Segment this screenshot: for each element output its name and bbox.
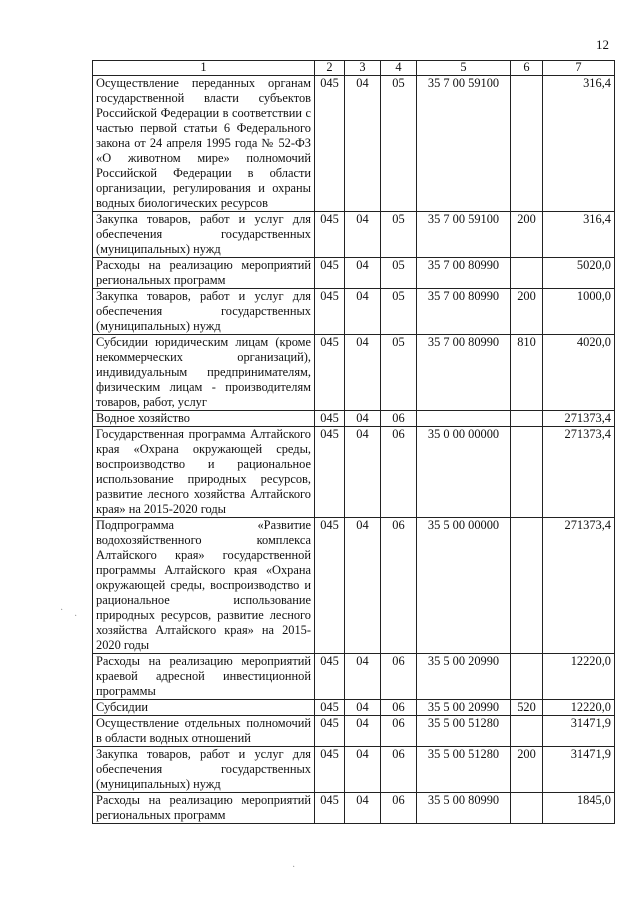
- subsection-code: 06: [381, 793, 417, 824]
- target-article-code: 35 5 00 20990: [417, 700, 511, 716]
- table-row: [93, 716, 615, 747]
- subsection-code: 06: [381, 716, 417, 747]
- table-row: [93, 793, 615, 824]
- ministry-code: 045: [315, 289, 345, 335]
- column-header: 1: [93, 61, 315, 76]
- ministry-code: 045: [315, 411, 345, 427]
- expense-type-code: [511, 654, 543, 700]
- expense-type-code: 200: [511, 747, 543, 793]
- subsection-code: 06: [381, 518, 417, 654]
- column-header: 2: [315, 61, 345, 76]
- amount: 316,4: [543, 212, 615, 258]
- expense-type-code: 200: [511, 212, 543, 258]
- section-code: 04: [345, 747, 381, 793]
- column-header: 3: [345, 61, 381, 76]
- table-row: [93, 212, 615, 258]
- row-name: Осуществление отдельных полномочий в области водных отношений: [93, 716, 315, 747]
- ministry-code: 045: [315, 76, 345, 212]
- table-body: [93, 76, 615, 824]
- subsection-code: 06: [381, 654, 417, 700]
- ministry-code: 045: [315, 518, 345, 654]
- subsection-code: 05: [381, 289, 417, 335]
- section-code: 04: [345, 258, 381, 289]
- amount: 1845,0: [543, 793, 615, 824]
- column-header: 5: [417, 61, 511, 76]
- ministry-code: 045: [315, 212, 345, 258]
- subsection-code: 05: [381, 258, 417, 289]
- section-code: 04: [345, 518, 381, 654]
- amount: 4020,0: [543, 335, 615, 411]
- column-header: 7: [543, 61, 615, 76]
- row-name: Расходы на реализацию мероприятий региональных программ: [93, 258, 315, 289]
- expense-type-code: 200: [511, 289, 543, 335]
- section-code: 04: [345, 716, 381, 747]
- table-row: [93, 654, 615, 700]
- subsection-code: 05: [381, 76, 417, 212]
- expense-type-code: [511, 716, 543, 747]
- ministry-code: 045: [315, 700, 345, 716]
- amount: 271373,4: [543, 427, 615, 518]
- subsection-code: 06: [381, 427, 417, 518]
- table-row: [93, 335, 615, 411]
- amount: 316,4: [543, 76, 615, 212]
- scan-speck: ·: [292, 862, 296, 873]
- expense-type-code: [511, 518, 543, 654]
- scan-speck: ·: [60, 605, 64, 616]
- section-code: 04: [345, 700, 381, 716]
- target-article-code: 35 7 00 80990: [417, 258, 511, 289]
- ministry-code: 045: [315, 716, 345, 747]
- ministry-code: 045: [315, 258, 345, 289]
- table-row: [93, 258, 615, 289]
- row-name: Расходы на реализацию мероприятий региональных программ: [93, 793, 315, 824]
- row-name: Подпрограмма «Развитие водохозяйственного комплекса Алтайского края» государственной программы Алтайского края «Охрана окружающей среды, воспроизводство и рациональное использование природных ресурсов, развитие лесного хозяйства Алтайского края» на 2015-2020 годы: [93, 518, 315, 654]
- ministry-code: 045: [315, 427, 345, 518]
- target-article-code: 35 5 00 51280: [417, 747, 511, 793]
- table-row: [93, 76, 615, 212]
- section-code: 04: [345, 793, 381, 824]
- table-row: [93, 411, 615, 427]
- ministry-code: 045: [315, 335, 345, 411]
- table-row: [93, 747, 615, 793]
- amount: 12220,0: [543, 700, 615, 716]
- target-article-code: 35 5 00 80990: [417, 793, 511, 824]
- section-code: 04: [345, 289, 381, 335]
- amount: 5020,0: [543, 258, 615, 289]
- row-name: Расходы на реализацию мероприятий краевой адресной инвестиционной программы: [93, 654, 315, 700]
- amount: 12220,0: [543, 654, 615, 700]
- expense-type-code: [511, 793, 543, 824]
- expense-type-code: [511, 411, 543, 427]
- amount: 271373,4: [543, 411, 615, 427]
- section-code: 04: [345, 212, 381, 258]
- subsection-code: 06: [381, 700, 417, 716]
- expense-type-code: [511, 427, 543, 518]
- subsection-code: 06: [381, 411, 417, 427]
- expense-type-code: 520: [511, 700, 543, 716]
- page-number: 12: [596, 37, 609, 52]
- table-row: [93, 700, 615, 716]
- subsection-code: 05: [381, 212, 417, 258]
- target-article-code: 35 7 00 80990: [417, 289, 511, 335]
- expense-type-code: [511, 258, 543, 289]
- target-article-code: 35 7 00 80990: [417, 335, 511, 411]
- row-name: Закупка товаров, работ и услуг для обеспечения государственных (муниципальных) нужд: [93, 212, 315, 258]
- target-article-code: [417, 411, 511, 427]
- amount: 1000,0: [543, 289, 615, 335]
- target-article-code: 35 5 00 51280: [417, 716, 511, 747]
- target-article-code: 35 0 00 00000: [417, 427, 511, 518]
- expense-type-code: [511, 76, 543, 212]
- table-row: [93, 518, 615, 654]
- target-article-code: 35 5 00 20990: [417, 654, 511, 700]
- section-code: 04: [345, 654, 381, 700]
- row-name: Водное хозяйство: [93, 411, 315, 427]
- ministry-code: 045: [315, 793, 345, 824]
- target-article-code: 35 7 00 59100: [417, 76, 511, 212]
- amount: 271373,4: [543, 518, 615, 654]
- column-header: 6: [511, 61, 543, 76]
- expense-type-code: 810: [511, 335, 543, 411]
- header-row: [93, 61, 615, 76]
- section-code: 04: [345, 335, 381, 411]
- row-name: Субсидии юридическим лицам (кроме некоммерческих организаций), индивидуальным предпринимателям, физическим лицам - производителям товаров, работ, услуг: [93, 335, 315, 411]
- table-row: [93, 427, 615, 518]
- ministry-code: 045: [315, 747, 345, 793]
- row-name: Государственная программа Алтайского края «Охрана окружающей среды, воспроизводство и рациональное использование природных ресурсов, развитие лесного хозяйства Алтайского края» на 2015-2020 годы: [93, 427, 315, 518]
- section-code: 04: [345, 427, 381, 518]
- amount: 31471,9: [543, 716, 615, 747]
- amount: 31471,9: [543, 747, 615, 793]
- section-code: 04: [345, 411, 381, 427]
- row-name: Субсидии: [93, 700, 315, 716]
- target-article-code: 35 5 00 00000: [417, 518, 511, 654]
- ministry-code: 045: [315, 654, 345, 700]
- section-code: 04: [345, 76, 381, 212]
- subsection-code: 05: [381, 335, 417, 411]
- budget-table: [92, 60, 615, 824]
- target-article-code: 35 7 00 59100: [417, 212, 511, 258]
- row-name: Закупка товаров, работ и услуг для обеспечения государственных (муниципальных) нужд: [93, 747, 315, 793]
- scan-speck: ·: [74, 611, 78, 622]
- row-name: Закупка товаров, работ и услуг для обеспечения государственных (муниципальных) нужд: [93, 289, 315, 335]
- row-name: Осуществление переданных органам государственной власти субъектов Российской Федерации в соответствии с частью первой статьи 6 Федерального закона от 24 апреля 1995 года № 52-ФЗ «О животном мире» полномочий Российской Федерации в области организации, регулирования и охраны водных биологических ресурсов: [93, 76, 315, 212]
- column-header: 4: [381, 61, 417, 76]
- table-row: [93, 289, 615, 335]
- subsection-code: 06: [381, 747, 417, 793]
